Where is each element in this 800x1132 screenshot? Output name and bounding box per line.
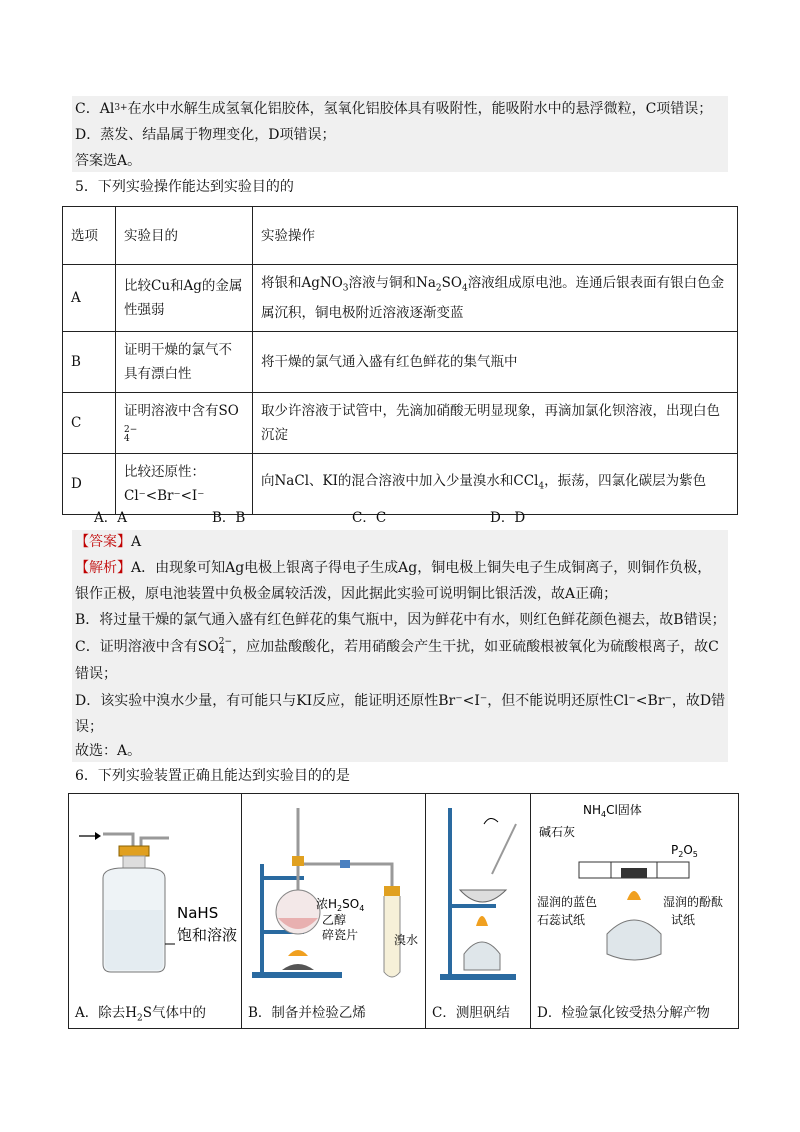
ethylene-drawing — [242, 794, 425, 998]
flame-icon — [476, 916, 488, 926]
stand-base — [252, 972, 342, 978]
analysis-c1: C．证明溶液中含有SO2− 4 ，应加盐酸酸化，若用硝酸会产生干扰，如亚硫酸根被氧化为硫酸根离子，故C — [75, 637, 719, 656]
fig-crucible — [426, 794, 530, 998]
bromine-label: 溴水 — [394, 933, 419, 947]
caption-a: A．除去$H_2S$气体中的 — [75, 1005, 207, 1024]
prev-c-line: C．Al3+在水中水解生成氢氧化铝胶体，氢氧化铝胶体具有吸附性，能吸附水中的悬浮微粒，C项错误； — [75, 101, 713, 117]
row-aim: 比较Cu和Ag的金属性强弱 — [116, 265, 253, 332]
glass-rod — [492, 824, 516, 874]
answer-value: A — [131, 534, 142, 550]
q6-stem: 6．下列实验装置正确且能达到实验目的的是 — [75, 768, 350, 784]
row-key: D — [63, 453, 116, 514]
ring-clamp — [448, 904, 496, 908]
row-aim: 比较还原性：Cl⁻<Br⁻<I⁻ — [116, 453, 253, 514]
analysis-label: 【解析】 — [75, 560, 131, 576]
option-c: C．C — [352, 510, 387, 526]
fig-b-cell — [242, 794, 426, 1029]
stand-base — [440, 974, 516, 980]
fig-c-cell — [426, 794, 531, 1029]
q6-table — [68, 793, 739, 1029]
porcelain-label: 碎瓷片 — [322, 928, 359, 942]
stand-rod — [448, 808, 452, 976]
nh4cl-label: $NH_4Cl$固体 — [583, 803, 642, 819]
alcohol-lamp — [464, 942, 500, 970]
analysis-c2: 错误； — [75, 666, 117, 682]
option-d: D．D — [490, 510, 526, 526]
alcohol-lamp — [607, 920, 661, 960]
row-operation: 将银和AgNO$_3$溶液与铜和$Na_2SO_4$溶液组成原电池。连通后银表面有银白色金属沉积，铜电极附近溶液逐渐变蓝 — [253, 265, 738, 332]
row-aim: 证明干燥的氯气不具有漂白性 — [116, 331, 253, 392]
blue-litmus-label-2: 石蕊试纸 — [537, 913, 586, 927]
table-row — [63, 331, 738, 392]
tube-joint — [340, 860, 350, 868]
bottle-cap — [119, 846, 149, 856]
analysis-d2: 误； — [75, 719, 103, 735]
p2o5-label: $P_2O_5$ — [671, 843, 698, 859]
fig-gas-washing-bottle — [69, 794, 241, 998]
arrow-head-icon — [95, 832, 101, 840]
phenolphthalein-label-2: 试纸 — [671, 913, 696, 927]
option-b: B．B — [212, 510, 246, 526]
analysis-b: B．将过量干燥的氯气通入盛有红色鲜花的集气瓶中，因为鲜花中有水，则红色鲜花颜色褪去，故B错误； — [75, 612, 726, 628]
stand-rod — [260, 864, 264, 974]
header-option: 选项 — [63, 207, 116, 265]
answer-line — [75, 531, 141, 553]
ethanol-label: 乙醇 — [322, 913, 347, 927]
analysis-conclusion: 故选：A。 — [75, 743, 142, 759]
fig-ethylene-apparatus — [242, 794, 425, 998]
header-operation: 实验操作 — [253, 207, 738, 265]
table-row — [63, 392, 738, 453]
stir-arrow-icon — [484, 818, 498, 824]
crucible-drawing — [426, 794, 530, 998]
fig-ammonium-chloride — [531, 794, 738, 998]
row-operation: 取少许溶液于试管中，先滴加硝酸无明显现象，再滴加氯化钡溶液，出现白色沉淀 — [253, 392, 738, 453]
prev-answer-line: 答案选A。 — [75, 153, 142, 169]
ammonium-chloride-drawing — [531, 794, 738, 998]
gas-bottle-drawing — [69, 794, 241, 998]
answer-label: 【答案】 — [75, 534, 131, 550]
table-header-row — [63, 207, 738, 265]
fig-d-cell — [531, 794, 739, 1029]
row-key: B — [63, 331, 116, 392]
bottle-liquid — [105, 910, 163, 970]
option-a: A．A — [94, 510, 127, 526]
test-tube-stopper — [384, 886, 400, 896]
stopper — [292, 856, 304, 866]
saturated-solution-label: 饱和溶液 — [177, 926, 238, 944]
table-row — [63, 265, 738, 332]
analysis-a2: 银作正极，原电池装置中负极金属较活泼，因此据此实验可说明铜比银活泼，故A正确； — [75, 586, 618, 602]
bottle-neck — [123, 856, 145, 868]
q5-table — [62, 206, 738, 515]
row-operation: 将干燥的氯气通入盛有红色鲜花的集气瓶中 — [253, 331, 738, 392]
evaporating-dish — [460, 890, 506, 902]
caption-b: B．制备并检验乙烯 — [248, 1005, 366, 1021]
row-operation: 向NaCl、KI的混合溶液中加入少量溴水和CCl$_4$，振荡，四氯化碳层为紫色 — [253, 453, 738, 514]
acid-label: 浓$H_2SO_4$ — [316, 897, 365, 913]
caption-c: C．测胆矾结 — [432, 1005, 510, 1021]
table-row — [63, 453, 738, 514]
header-aim: 实验目的 — [116, 207, 253, 265]
row-aim: 证明溶液中含有SO2− 4 — [116, 392, 253, 453]
blue-litmus-label-1: 湿润的蓝色 — [537, 895, 598, 909]
analysis-d1: D．该实验中溴水少量，有可能只与KI反应，能证明还原性Br⁻<I⁻，但不能说明还原性Cl⁻<Br⁻，故D错 — [75, 693, 726, 709]
prev-d-line: D．蒸发、结晶属于物理变化，D项错误； — [75, 127, 336, 143]
fig-a-cell — [69, 794, 242, 1029]
soda-lime-label: 碱石灰 — [539, 825, 576, 839]
caption-d: D．检验氯化铵受热分解产物 — [537, 1005, 710, 1021]
row-key: C — [63, 392, 116, 453]
q5-stem: 5．下列实验操作能达到实验目的的 — [75, 179, 294, 195]
burner — [282, 964, 314, 970]
row-key: A — [63, 265, 116, 332]
flame-icon — [627, 891, 641, 900]
nh4cl-solid — [621, 868, 647, 878]
analysis-a1: 【解析】A．由现象可知Ag电极上银离子得电子生成Ag，铜电极上铜失电子生成铜离子，则铜作负极， — [75, 560, 712, 576]
nahs-label: NaHS — [177, 904, 219, 922]
flame-icon — [288, 950, 308, 956]
phenolphthalein-label-1: 湿润的酚酞 — [663, 895, 724, 909]
